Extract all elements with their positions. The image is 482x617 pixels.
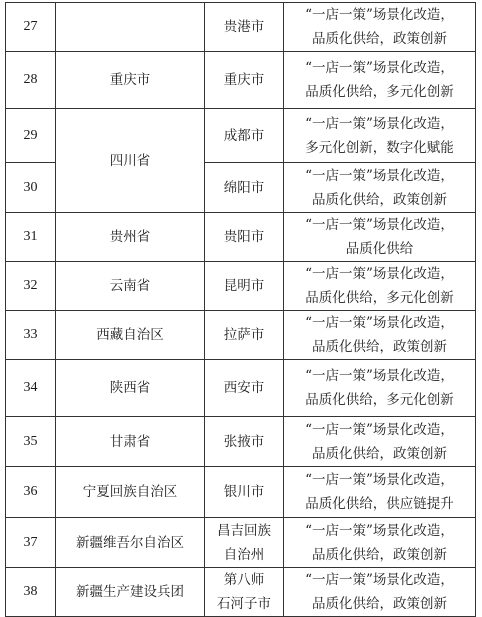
province-cell: 甘肃省 (56, 417, 205, 467)
city-line: 昆明市 (223, 278, 265, 294)
table-row (6, 3, 476, 52)
table-row (6, 109, 476, 163)
table-row (6, 417, 476, 467)
measure-cell (284, 467, 476, 518)
measure-line: 品质化供给，政策创新 (312, 596, 447, 612)
pilot-cities-table (5, 2, 476, 617)
row-number: 32 (6, 262, 56, 311)
city-line: 成都市 (223, 127, 265, 144)
row-number: 29 (6, 109, 56, 163)
city-cell (205, 109, 284, 163)
measure-line: 品质化供给，政策创新 (312, 31, 447, 47)
city-line: 贵港市 (223, 19, 265, 35)
measure-line: “一店一策”场景化改造， (305, 7, 454, 23)
measure-line: 品质化供给，多元化创新 (305, 290, 454, 306)
measure-line: 品质化供给，政策创新 (312, 546, 447, 563)
measure-cell (284, 109, 476, 163)
row-number: 33 (6, 311, 56, 360)
province-cell: 四川省 (56, 109, 205, 213)
table-row (6, 360, 476, 417)
province-cell: 新疆维吾尔自治区 (56, 518, 205, 568)
city-line: 石河子市 (217, 596, 271, 612)
table-row (6, 568, 476, 617)
measure-line: 品质化供给，政策创新 (312, 445, 447, 462)
city-cell (205, 52, 284, 109)
measure-line: “一店一策”场景化改造， (305, 572, 454, 588)
table-row (6, 213, 476, 262)
row-number: 31 (6, 213, 56, 262)
province-cell: 贵州省 (56, 213, 205, 262)
row-number: 35 (6, 417, 56, 467)
row-number: 38 (6, 568, 56, 617)
city-cell (205, 467, 284, 518)
city-cell (205, 568, 284, 617)
measure-line: 品质化供给，供应链提升 (305, 496, 454, 512)
province-cell: 宁夏回族自治区 (56, 467, 205, 518)
city-cell (205, 311, 284, 360)
table-row (6, 311, 476, 360)
measure-line: 品质化供给，政策创新 (312, 191, 447, 208)
city-cell (205, 163, 284, 213)
measure-line: “一店一策”场景化改造， (305, 522, 454, 539)
city-line: 西安市 (223, 380, 265, 396)
measure-line: “一店一策”场景化改造， (305, 266, 454, 282)
row-number: 37 (6, 518, 56, 568)
measure-line: “一店一策”场景化改造， (305, 368, 454, 384)
measure-cell (284, 213, 476, 262)
city-cell (205, 360, 284, 417)
measure-line: “一店一策”场景化改造， (305, 60, 454, 76)
city-cell (205, 3, 284, 52)
measure-line: 品质化供给，多元化创新 (305, 84, 454, 100)
measure-line: “一店一策”场景化改造， (305, 472, 454, 488)
city-cell (205, 213, 284, 262)
table-row (6, 52, 476, 109)
row-number: 30 (6, 163, 56, 213)
measure-cell (284, 163, 476, 213)
province-cell: 新疆生产建设兵团 (56, 568, 205, 617)
table-row (6, 262, 476, 311)
measure-line: “一店一策”场景化改造， (305, 217, 454, 233)
measure-cell (284, 417, 476, 467)
city-cell (205, 417, 284, 467)
table-row (6, 518, 476, 568)
province-cell: 陕西省 (56, 360, 205, 417)
row-number: 28 (6, 52, 56, 109)
measure-cell (284, 360, 476, 417)
measure-cell (284, 518, 476, 568)
measure-cell (284, 568, 476, 617)
measure-line: 品质化供给，政策创新 (312, 339, 447, 355)
row-number: 34 (6, 360, 56, 417)
city-line: 银川市 (223, 484, 265, 500)
city-line: 自治州 (223, 546, 265, 563)
measure-line: “一店一策”场景化改造， (305, 167, 454, 184)
row-number: 36 (6, 467, 56, 518)
measure-line: “一店一策”场景化改造， (305, 315, 454, 331)
table-row (6, 467, 476, 518)
city-line: 第八师 (223, 572, 265, 588)
measure-cell (284, 3, 476, 52)
measure-cell (284, 262, 476, 311)
city-line: 昌吉回族 (217, 522, 271, 539)
city-cell (205, 262, 284, 311)
province-cell (56, 3, 205, 52)
measure-line: “一店一策”场景化改造， (305, 115, 454, 132)
measure-line: “一店一策”场景化改造， (305, 421, 454, 438)
measure-line: 品质化供给 (345, 241, 414, 257)
city-line: 贵阳市 (223, 229, 265, 245)
province-cell: 西藏自治区 (56, 311, 205, 360)
city-line: 张掖市 (223, 433, 265, 450)
measure-line: 品质化供给，多元化创新 (305, 392, 454, 408)
measure-line: 多元化创新，数字化赋能 (305, 139, 454, 156)
measure-cell (284, 52, 476, 109)
city-line: 绵阳市 (223, 179, 265, 196)
row-number: 27 (6, 3, 56, 52)
city-cell (205, 518, 284, 568)
measure-cell (284, 311, 476, 360)
province-cell: 云南省 (56, 262, 205, 311)
city-line: 拉萨市 (223, 327, 265, 343)
province-cell: 重庆市 (56, 52, 205, 109)
city-line: 重庆市 (223, 72, 265, 88)
